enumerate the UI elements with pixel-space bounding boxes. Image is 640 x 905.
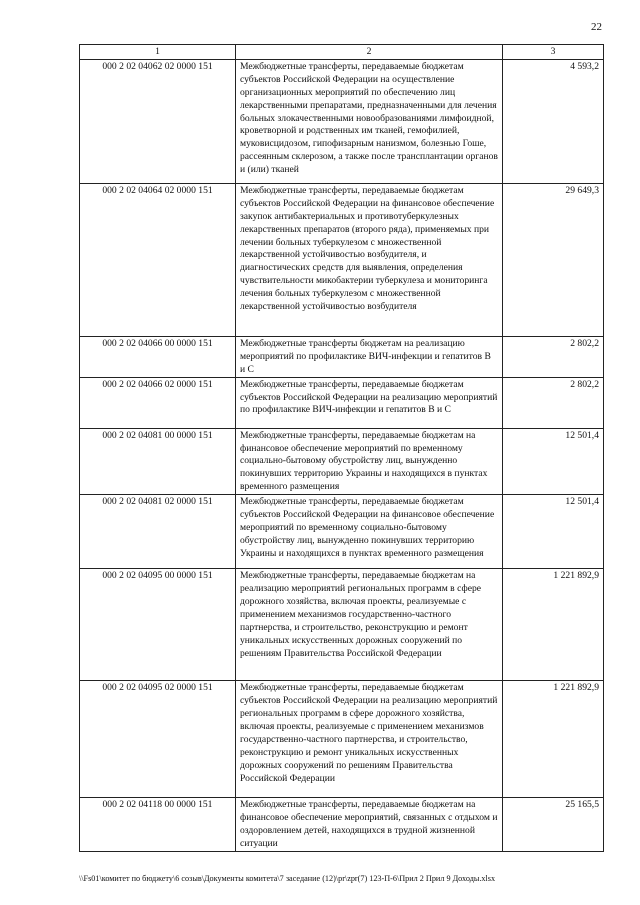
table-row xyxy=(80,183,604,336)
row-code: 000 2 02 04062 02 0000 151 xyxy=(80,59,236,183)
table-row xyxy=(80,377,604,428)
row-code: 000 2 02 04095 00 0000 151 xyxy=(80,569,236,681)
table-row xyxy=(80,336,604,377)
row-amount: 12 501,4 xyxy=(503,428,604,495)
row-description: Межбюджетные трансферты, передаваемые бюджетам субъектов Российской Федерации на реализацию мероприятий по профилактике ВИЧ-инфекции и гепатитов В и С xyxy=(236,377,503,428)
row-code: 000 2 02 04081 02 0000 151 xyxy=(80,495,236,569)
row-description: Межбюджетные трансферты, передаваемые бюджетам субъектов Российской Федерации на осуществление организационных мероприятий по обеспечению лиц лекарственными препаратами, предназначенными для лечения больных злокачественными новообразованиями лимфоидной, кроветворной и родственных им тканей, гемофилией, муковисцидозом, гипофизарным нанизмом, болезнью Гоше, рассеянным склерозом, а также после трансплантации органов и (или) тканей xyxy=(236,59,503,183)
row-amount: 29 649,3 xyxy=(503,183,604,336)
row-description: Межбюджетные трансферты бюджетам на реализацию мероприятий по профилактике ВИЧ-инфекции и гепатитов В и С xyxy=(236,336,503,377)
table-header-row xyxy=(80,45,604,60)
table-row xyxy=(80,59,604,183)
row-amount: 1 221 892,9 xyxy=(503,569,604,681)
table-row xyxy=(80,681,604,798)
row-code: 000 2 02 04064 02 0000 151 xyxy=(80,183,236,336)
table-row xyxy=(80,428,604,495)
table-row xyxy=(80,798,604,852)
column-header-amount: 3 xyxy=(503,45,604,60)
file-path-footer: \\Fs01\комитет по бюджету\6 созыв\Документы комитета\7 заседание (12)\pr\zpr(7) 123-П-6\Прил 2 Прил 9 Доходы.xlsx xyxy=(79,874,496,883)
page-number: 22 xyxy=(591,21,602,33)
row-code: 000 2 02 04066 00 0000 151 xyxy=(80,336,236,377)
row-code: 000 2 02 04066 02 0000 151 xyxy=(80,377,236,428)
row-amount: 4 593,2 xyxy=(503,59,604,183)
row-description: Межбюджетные трансферты, передаваемые бюджетам субъектов Российской Федерации на финансовое обеспечение закупок антибактериальных и противотуберкулезных лекарственных препаратов (второго ряда), применяемых при лечении больных туберкулезом с множественной лекарственной устойчивостью возбудителя, и диагностических средств для выявления, определения чувствительности микобактерии туберкулеза и мониторинга лечения больных туберкулезом с множественной лекарственной устойчивостью возбудителя xyxy=(236,183,503,336)
row-code: 000 2 02 04095 02 0000 151 xyxy=(80,681,236,798)
row-amount: 2 802,2 xyxy=(503,377,604,428)
row-amount: 2 802,2 xyxy=(503,336,604,377)
row-amount: 12 501,4 xyxy=(503,495,604,569)
row-amount: 1 221 892,9 xyxy=(503,681,604,798)
row-description: Межбюджетные трансферты, передаваемые бюджетам на финансовое обеспечение мероприятий по временному социально-бытовому обустройству лиц, вынужденно покинувших территорию Украины и находящихся в пунктах временного размещения xyxy=(236,428,503,495)
column-header-description: 2 xyxy=(236,45,503,60)
row-description: Межбюджетные трансферты, передаваемые бюджетам субъектов Российской Федерации на реализацию мероприятий региональных программ в сфере дорожного хозяйства, включая проекты, реализуемые с применением механизмов государственно-частного партнерства, и строительство, реконструкцию и ремонт уникальных искусственных дорожных сооружений по решениям Правительства Российской Федерации xyxy=(236,681,503,798)
row-description: Межбюджетные трансферты, передаваемые бюджетам на реализацию мероприятий региональных программ в сфере дорожного хозяйства, включая проекты, реализуемые с применением механизмов государственно-частного партнерства, и строительство, реконструкцию и ремонт уникальных искусственных дорожных сооружений по решениям Правительства Российской Федерации xyxy=(236,569,503,681)
row-description: Межбюджетные трансферты, передаваемые бюджетам субъектов Российской Федерации на финансовое обеспечение мероприятий по временному социально-бытовому обустройству лиц, вынужденно покинувших территорию Украины и находящихся в пунктах временного размещения xyxy=(236,495,503,569)
row-amount: 25 165,5 xyxy=(503,798,604,852)
row-description: Межбюджетные трансферты, передаваемые бюджетам на финансовое обеспечение мероприятий, связанных с отдыхом и оздоровлением детей, находящихся в трудной жизненной ситуации xyxy=(236,798,503,852)
budget-table xyxy=(79,44,604,852)
column-header-code: 1 xyxy=(80,45,236,60)
row-code: 000 2 02 04118 00 0000 151 xyxy=(80,798,236,852)
table-row xyxy=(80,569,604,681)
row-code: 000 2 02 04081 00 0000 151 xyxy=(80,428,236,495)
table-row xyxy=(80,495,604,569)
